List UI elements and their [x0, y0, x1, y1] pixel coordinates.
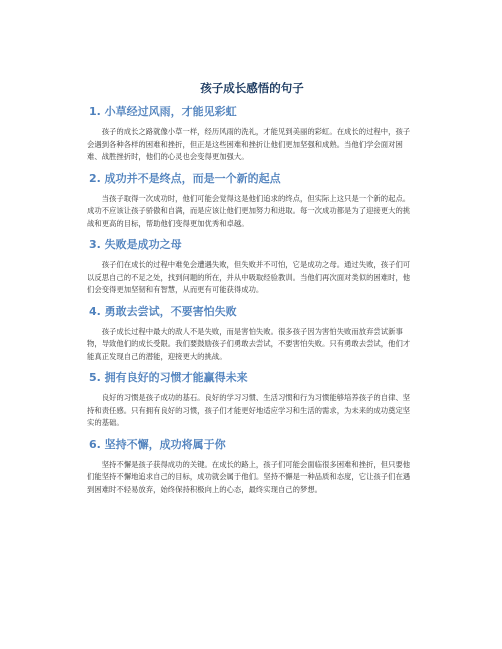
- section-6: [87, 437, 417, 497]
- section-paragraph: 孩子的成长之路就像小草一样，经历风雨的洗礼，才能见到美丽的彩虹。在成长的过程中，孩子会遇到各种各样的困难和挫折，但正是这些困难和挫折让他们更加坚强和成熟。当他们学会面对困难、战胜挫折时，他们的心灵也会变得更加强大。: [87, 127, 411, 161]
- document-page: [87, 80, 417, 503]
- section-paragraph: 良好的习惯是孩子成功的基石。良好的学习习惯、生活习惯和行为习惯能够培养孩子的自律、坚持和责任感。只有拥有良好的习惯，孩子们才能更好地适应学习和生活的需求，为未来的成功奠定坚实的基础。: [87, 393, 411, 427]
- section-paragraph: 坚持不懈是孩子获得成功的关键。在成长的路上，孩子们可能会面临很多困难和挫折，但只要他们能坚持不懈地追求自己的目标，成功就会属于他们。坚持不懈是一种品质和态度，它让孩子们在遇到困难时不轻易放弃，始终保持积极向上的心态，最终实现自己的梦想。: [87, 459, 411, 494]
- section-5: [87, 370, 417, 430]
- section-heading: 3. 失败是成功之母: [89, 238, 182, 251]
- document-title: 孩子成长感悟的句子: [200, 81, 304, 95]
- section-heading: 1. 小草经过风雨，才能见彩虹: [89, 105, 237, 118]
- section-paragraph: 当孩子取得一次成功时，他们可能会觉得这是他们追求的终点，但实际上这只是一个新的起点。成功不应该让孩子骄傲和自满，而是应该让他们更加努力和进取。每一次成功都是为了迎接更大的挑战和更高的目标，帮助他们变得更加优秀和卓越。: [87, 193, 411, 228]
- section-heading: 6. 坚持不懈，成功将属于你: [89, 437, 226, 451]
- section-paragraph: 孩子成长过程中最大的敌人不是失败，而是害怕失败。很多孩子因为害怕失败而放弃尝试新事物，导致他们的成长受限。我们要鼓励孩子们勇敢去尝试，不要害怕失败。只有勇敢去尝试，他们才能真正发现自己的潜能，迎接更大的挑战。: [87, 326, 411, 361]
- section-paragraph: 孩子们在成长的过程中难免会遭遇失败，但失败并不可怕，它是成功之母。通过失败，孩子们可以反思自己的不足之处，找到问题的所在，并从中吸取经验教训。当他们再次面对类似的困难时，他们会变得更加坚韧和有智慧，从而更有可能获得成功。: [87, 260, 411, 294]
- section-heading: 5. 拥有良好的习惯才能赢得未来: [89, 371, 248, 384]
- section-2: [87, 171, 417, 231]
- section-heading: 4. 勇敢去尝试，不要害怕失败: [89, 304, 237, 318]
- section-4: [87, 304, 417, 364]
- section-heading: 2. 成功并不是终点，而是一个新的起点: [89, 171, 281, 185]
- section-1: [87, 104, 417, 164]
- section-3: [87, 237, 417, 297]
